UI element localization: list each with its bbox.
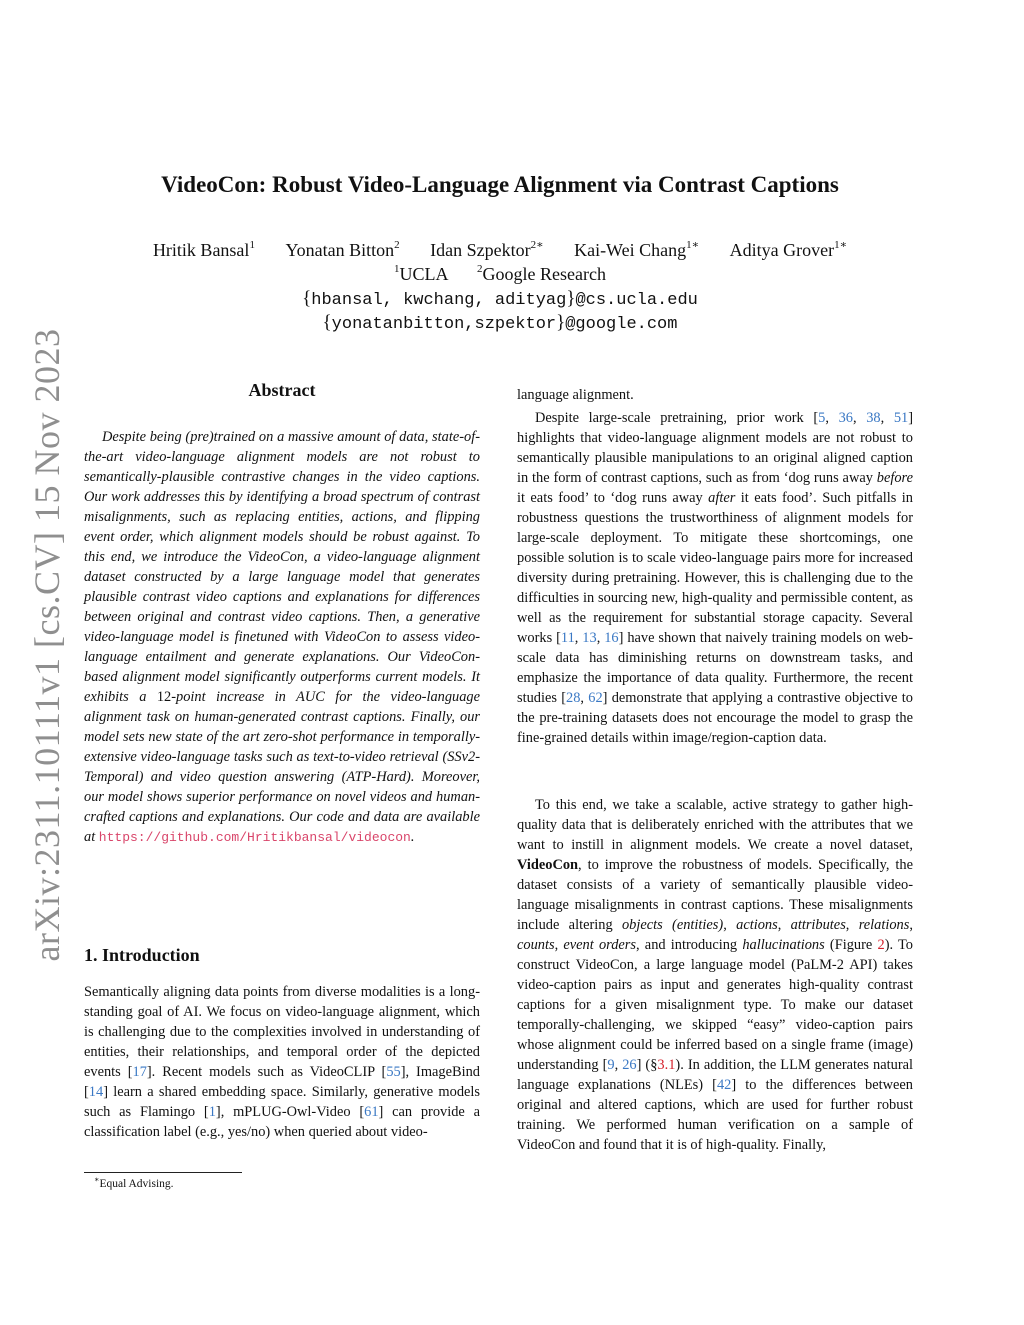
emphasis: after [708, 490, 736, 506]
text: , [580, 690, 589, 706]
abstract-number: 12 [156, 689, 172, 705]
dataset-name: VideoCon [517, 857, 579, 873]
email-domain: @google.com [565, 315, 678, 334]
citation-link[interactable]: 38 [866, 410, 881, 426]
author-name: Aditya Grover [729, 240, 835, 260]
text: ] demonstrate that applying a contrastive objective to the pre-training datasets does not encourage the model to grasp the fine-grained details within image/region-caption data. [517, 690, 913, 746]
footnote-rule [84, 1172, 242, 1173]
text: it eats food’. Such pitfalls in robustness questions the trustworthiness of alignment models for large-scale deployment. To mitigate these shortcomings, one possible solution is to scale video-language pairs more for increased diversity during pretraining. However, this is challenging due to the difficulties in sourcing new, high-quality and permissible content, as well as the requirement for substantial storage capacity. Several works [ [517, 490, 913, 646]
affiliation [477, 264, 606, 284]
brace-close: } [566, 288, 576, 309]
emphasis: before [876, 470, 913, 486]
text: ). To construct VideoCon, a large language model (PaLM-2 API) takes video-caption pairs as input and generates high-quality contrast captions for a given misalignment type. To make our dataset temporally-challenging, we skipped “easy” video-caption pairs whose alignment could be inferred based on a single frame (image) understanding [ [517, 937, 914, 1073]
text: ], mPLUG-Owl-Video [ [215, 1104, 365, 1120]
text: Despite large-scale pretraining, prior work [ [535, 410, 819, 426]
text: ] learn a shared embedding space. Similarly, generative models such as Flamingo [ [84, 1084, 480, 1120]
author-mark: 1∗ [686, 239, 700, 251]
introduction-paragraph [84, 982, 480, 1142]
text: , [777, 917, 791, 933]
author-list [0, 240, 1000, 261]
section-ref-link[interactable]: 3.1 [657, 1057, 676, 1073]
citation-link[interactable]: 11 [560, 630, 575, 646]
email-names: yonatanbitton,szpektor [331, 315, 557, 334]
citation-link[interactable]: 62 [588, 690, 603, 706]
abstract-text-part-2: -point increase in AUC for the video-language alignment task on human-generated contrast captions. Finally, our model sets new state of the art zero-shot performance in temporally-extensive video-language tasks such as text-to-video retrieval (SSv2-Temporal) and video question answering (ATP-Hard). Moreover, our model shows superior performance on novel videos and human-crafted captions and explanations. Our code and data are available at [84, 689, 481, 845]
text: ] have shown that naively training models on web-scale data has diminishing returns on downstream tasks, and emphasize the importance of data quality. Furthermore, the recent studies [ [517, 630, 913, 706]
citation-link[interactable]: 9 [607, 1057, 615, 1073]
abstract-end: . [410, 829, 415, 845]
text: , [723, 917, 737, 933]
text: , to improve the robustness of models. Specifically, the dataset consists of a variety of semantically plausible video-language misalignments in contrast captions. These misalignments include altering [517, 857, 913, 933]
citation-link[interactable]: 14 [88, 1084, 104, 1100]
citation-link[interactable]: 26 [622, 1057, 637, 1073]
introduction-heading: 1. Introduction [84, 945, 200, 965]
text: , [845, 917, 859, 933]
author-name: Yonatan Bitton [285, 240, 395, 260]
citation-link[interactable]: 61 [364, 1104, 379, 1120]
text: ] to the differences between original and altered captions, which are used for further robust training. We performed human verification on a sample of VideoCon and found that it is of high-quality. Finally, [517, 1077, 914, 1153]
author [574, 240, 699, 260]
email-line-google [0, 312, 1000, 334]
affiliation-name: UCLA [399, 264, 449, 284]
text: , and introducing [636, 937, 743, 953]
text: ). In addition, the LLM generates natural language explanations (NLEs) [ [517, 1057, 914, 1093]
text: , [852, 410, 867, 426]
citation-link[interactable]: 36 [838, 410, 853, 426]
citation-link[interactable]: 13 [582, 630, 597, 646]
author [285, 240, 399, 260]
brace-close: } [556, 312, 566, 333]
paragraph [517, 795, 913, 1155]
author-name: Idan Szpektor [430, 240, 531, 260]
brace-open: { [322, 312, 332, 333]
author-mark: 2∗ [530, 239, 544, 251]
author-name: Hritik Bansal [152, 240, 250, 260]
citation-link[interactable]: 1 [208, 1104, 216, 1120]
author [730, 240, 847, 260]
abstract-heading: Abstract [248, 380, 316, 400]
affiliation-name: Google Research [482, 264, 606, 284]
citation-link[interactable]: 17 [132, 1064, 147, 1080]
author [153, 240, 255, 260]
affiliation-list [0, 264, 1000, 285]
citation-link[interactable]: 5 [818, 410, 826, 426]
affiliation-mark: 2 [477, 263, 483, 275]
paragraph-continuation: language alignment. [517, 387, 634, 403]
affiliation-mark: 1 [394, 263, 400, 275]
paper-title: VideoCon: Robust Video-Language Alignment via Contrast Captions [161, 172, 839, 197]
code-link[interactable]: https://github.com/Hritikbansal/videocon [98, 830, 411, 845]
text: ]. Recent models such as VideoCLIP [ [146, 1064, 387, 1080]
citation-link[interactable]: 42 [716, 1077, 732, 1093]
citation-link[interactable]: 51 [893, 410, 909, 426]
text: , [825, 410, 839, 426]
author-mark: 1 [249, 239, 255, 251]
emphasis: counts [517, 937, 555, 953]
author-mark: 2 [394, 239, 400, 251]
citation-link[interactable]: 55 [386, 1064, 401, 1080]
emphasis: objects (entities) [621, 917, 724, 933]
author [430, 240, 543, 260]
emphasis: event orders [563, 937, 636, 953]
text: ] (§ [636, 1057, 658, 1073]
text: , [596, 630, 605, 646]
text: , [614, 1057, 623, 1073]
text: , [554, 937, 564, 953]
text: Semantically aligning data points from diverse modalities is a long-standing goal of AI. We focus on video-language alignment, which is challenging due to the complexities involved in understanding of entities, their relationships, and temporal order of the depicted events [ [84, 984, 480, 1080]
emphasis: attributes [790, 917, 846, 933]
text: , [574, 630, 583, 646]
email-line-ucla [0, 288, 1000, 310]
text: , [909, 917, 913, 933]
affiliation [394, 264, 449, 284]
paragraph [517, 408, 913, 748]
abstract-body [84, 427, 480, 848]
footnote [94, 1175, 174, 1190]
emphasis: actions [736, 917, 778, 933]
author-name: Kai-Wei Chang [574, 240, 687, 260]
arxiv-identifier-stamp: arXiv:2311.10111v1 [cs.CV] 15 Nov 2023 [27, 328, 67, 962]
text: (Figure [824, 937, 878, 953]
emphasis: hallucinations [742, 937, 825, 953]
citation-link[interactable]: 28 [566, 690, 581, 706]
author-mark: 1∗ [834, 239, 848, 251]
footnote-text: Equal Advising. [99, 1178, 174, 1190]
email-domain: @cs.ucla.edu [575, 291, 698, 310]
text: ] can provide a classification label (e.g., yes/no) when queried about video- [84, 1104, 480, 1140]
brace-open: { [302, 288, 312, 309]
abstract-text-part-1: Despite being (pre)trained on a massive amount of data, state-of-the-art video-language alignment models are not robust to semantically-plausible contrastive changes in the video captions. Our work addresses this by identifying a broad spectrum of contrast misalignments, such as replacing entities, actions, and flipping event order, which alignment models should be robust against. To this end, we introduce the VideoCon, a video-language alignment dataset constructed by a large language model that generates plausible contrast video captions and explanations for differences between original and contrast video captions. Then, a generative video-language model is finetuned with VideoCon to assess video-language entailment and generate explanations. Our VideoCon-based alignment model significantly outperforms current models. It exhibits a [84, 429, 480, 705]
emphasis: relations [858, 917, 910, 933]
email-names: hbansal, kwchang, adityag [311, 291, 567, 310]
footnote-mark: ∗ [94, 1175, 100, 1184]
text: To this end, we take a scalable, active strategy to gather high-quality data that is deliberately enriched with the attributes that we want to instill in alignment models. We create a novel dataset, [517, 797, 913, 853]
citation-link[interactable]: 16 [604, 630, 619, 646]
text: it eats food’ to ‘dog runs away [517, 490, 709, 506]
text: ] highlights that video-language alignment models are not robust to semantically plausible manipulations to an original aligned caption in the form of contrast captions, such as from ‘dog runs away [517, 410, 913, 486]
figure-ref-link[interactable]: 2 [877, 937, 885, 953]
text: , [880, 410, 894, 426]
text: ], ImageBind [ [84, 1064, 480, 1100]
